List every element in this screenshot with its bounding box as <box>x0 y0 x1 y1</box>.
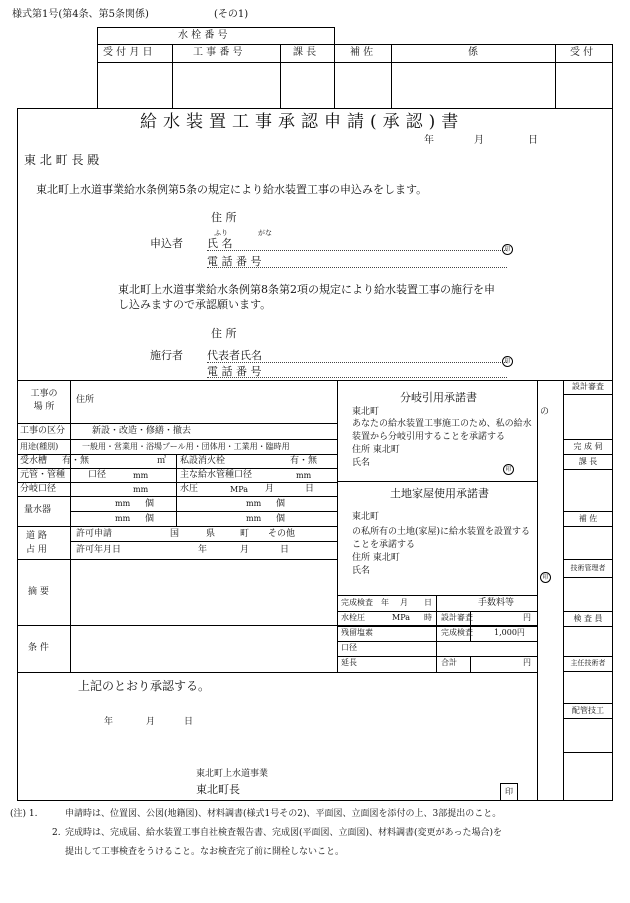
conditions-label: 条 件 <box>28 643 49 653</box>
permit-year: 年 <box>198 545 208 555</box>
contractor-name-label: 代表者氏名 <box>207 349 262 362</box>
branch-consent-no: の <box>540 407 550 417</box>
approval-org: 東北町上水道事業 <box>196 769 269 779</box>
complete-inspect-label: 完成検査 <box>341 598 373 607</box>
hydrant-number-label: 水 栓 番 号 <box>178 30 228 41</box>
contractor-address-label: 住 所 <box>211 327 237 340</box>
applicant-seal-mark: 印 <box>502 238 513 255</box>
work-category-value: 新設・改造・修繕・撤去 <box>92 426 192 436</box>
approval-day: 日 <box>184 717 194 727</box>
meter-piece-1: 個 <box>145 499 155 509</box>
total-yen: 円 <box>523 658 531 667</box>
complete-inspect-month: 月 <box>400 598 408 607</box>
length-label: 延長 <box>341 658 357 667</box>
branch-consent-line1: あなたの給水装置工事施工のため、私の給水 <box>352 419 532 429</box>
summary-label: 摘 要 <box>28 587 49 597</box>
main-pipe-size-mm: mm <box>296 471 312 480</box>
meter-piece-4: 個 <box>276 514 286 524</box>
form-part: (その1) <box>214 9 249 20</box>
branch-consent-address: 住所 東北町 <box>352 445 400 455</box>
tank-value: 有・無 <box>62 456 90 466</box>
meter-mm-1: mm <box>115 499 131 508</box>
tech-manager-signoff: 技術管理者 <box>570 564 606 572</box>
note-2-number: 2. <box>52 828 61 838</box>
meter-label: 量水器 <box>24 505 52 515</box>
complete-inspect-year: 年 <box>381 598 389 607</box>
inspector-signoff: 検 査 員 <box>573 614 603 623</box>
intro-text: 東北町上水道事業給水条例第5条の規定により給水装置工事の申込みをします。 <box>36 183 428 196</box>
meter-mm-2: mm <box>246 499 262 508</box>
branch-consent-town: 東北町 <box>352 407 380 417</box>
design-review-fee-label: 設計審査 <box>441 613 473 622</box>
meter-mm-4: mm <box>246 514 262 523</box>
private-hydrant-label: 私設消火栓 <box>180 456 226 466</box>
mayor-seal-box: 印 <box>500 783 518 801</box>
permit-date-label: 許可年月日 <box>76 545 122 555</box>
approval-text: 上記のとおり承認する。 <box>78 679 211 693</box>
permit-town: 町 <box>240 529 250 539</box>
date-month: 月 <box>474 135 484 146</box>
tap-pressure-unit: MPa <box>392 613 410 622</box>
private-hydrant-value: 有・無 <box>290 456 318 466</box>
permit-day: 日 <box>280 545 290 555</box>
pressure-month: 月 <box>265 484 275 494</box>
permit-other: その他 <box>268 529 296 539</box>
chief-engineer-signoff: 主任技術者 <box>570 659 606 667</box>
received-date-label: 受 付 月 日 <box>103 47 153 58</box>
furigana-2: がな <box>258 229 272 237</box>
assistant-signoff: 補 佐 <box>578 514 598 523</box>
main-pipe-label: 元管・管種 <box>20 470 66 480</box>
road-label-1: 道 路 <box>26 531 47 541</box>
form-title: 給水装置工事承認申請(承認)書 <box>140 112 465 132</box>
branch-consent-seal: 印 <box>503 458 514 475</box>
land-consent-address: 住所 東北町 <box>352 553 400 563</box>
total-label: 合計 <box>441 658 457 667</box>
approval-mayor: 東北町長 <box>196 783 240 796</box>
branch-mm: mm <box>133 485 149 494</box>
design-review-yen: 円 <box>523 613 531 622</box>
clause2-line2: し込みますので承認願います。 <box>118 298 272 311</box>
addressee: 東 北 町 長 殿 <box>24 153 100 167</box>
applicant-address-label: 住 所 <box>211 211 237 224</box>
plumber-signoff: 配管技工 <box>572 706 604 715</box>
usage-label: 用途(種別) <box>20 442 59 451</box>
permit-national: 国 <box>170 529 180 539</box>
branch-consent-name: 氏名 <box>352 458 371 468</box>
applicant-name-label: 氏 名 <box>207 237 233 250</box>
tank-unit: ㎥ <box>157 456 167 466</box>
complete-inspect-day: 日 <box>424 598 432 607</box>
work-place-value: 住所 <box>76 395 95 405</box>
chief-label: 課 長 <box>293 47 317 58</box>
land-consent-line1: の私所有の土地(家屋)に給水装置を設置する <box>352 527 531 537</box>
furigana-1: ふり <box>214 229 228 237</box>
tap-pressure-time: 時 <box>424 613 432 622</box>
work-place-label-1: 工事の <box>30 389 58 399</box>
applicant-role-label: 申込者 <box>150 237 183 250</box>
permit-label: 許可申請 <box>76 529 113 539</box>
approval-year: 年 <box>104 717 114 727</box>
usage-value: 一般用・営業用・浴場プール用・団体用・工業用・臨時用 <box>82 442 290 451</box>
branch-consent-title: 分岐引用承諾書 <box>400 391 477 404</box>
chlorine-label: 残留塩素 <box>341 628 373 637</box>
assistant-label: 補 佐 <box>350 47 374 58</box>
contractor-role-label: 施行者 <box>150 349 183 362</box>
land-consent-seal: 印 <box>540 566 551 583</box>
meter-piece-3: 個 <box>145 514 155 524</box>
land-consent-name: 氏名 <box>352 566 371 576</box>
notes-prefix: (注) 1. <box>10 809 38 819</box>
work-place-label-2: 場 所 <box>33 402 55 412</box>
chief-signoff: 課 長 <box>578 457 598 466</box>
tank-label: 受水槽 <box>20 456 48 466</box>
meter-piece-2: 個 <box>276 499 286 509</box>
main-pipe-size-label: 主な給水管種口径 <box>180 470 253 480</box>
complete-inspect-fee: 1,000円 <box>494 628 525 637</box>
diameter-label: 口径 <box>341 643 357 652</box>
pressure-unit: MPa <box>230 485 248 494</box>
note-2-line2: 提出して工事検査をうけること。なお検査完了前に開栓しないこと。 <box>65 847 345 857</box>
fee-label: 手数料等 <box>478 598 515 608</box>
contractor-tel-label: 電 話 番 号 <box>207 365 262 378</box>
approval-month: 月 <box>146 717 156 727</box>
meter-mm-3: mm <box>115 514 131 523</box>
main-pipe-mm: mm <box>133 471 149 480</box>
permit-month: 月 <box>240 545 250 555</box>
completion-signoff: 完 成 伺 <box>573 442 603 451</box>
note-2-line1: 完成時は、完成届、給水装置工事自社検査報告書、完成図(平面図、立面図)、材料調書(変更があった場合)を <box>65 828 502 838</box>
note-1: 申請時は、位置図、公図(地籍図)、材料調書(様式1号その2)、平面図、立面図を添付の上、3部提出のこと。 <box>65 809 502 819</box>
permit-prefecture: 県 <box>206 529 216 539</box>
contractor-seal-mark: 印 <box>502 350 513 367</box>
work-category-label: 工事の区分 <box>20 426 66 436</box>
branch-diameter-label: 分岐口径 <box>20 484 57 494</box>
tap-pressure-label: 水栓圧 <box>341 613 365 622</box>
reception-label: 受 付 <box>570 47 594 58</box>
date-year: 年 <box>424 135 434 146</box>
work-number-label: 工 事 番 号 <box>193 47 243 58</box>
land-consent-line2: ことを承諾する <box>352 540 416 550</box>
road-label-2: 占 用 <box>26 545 47 555</box>
land-consent-title: 土地家屋使用承諾書 <box>390 487 489 500</box>
branch-consent-line2: 装置から分岐引用することを承諾する <box>352 432 506 442</box>
staff-label: 係 <box>468 47 478 58</box>
complete-inspect-fee-label: 完成検査 <box>441 628 473 637</box>
pressure-label: 水圧 <box>180 484 199 494</box>
date-day: 日 <box>528 135 538 146</box>
land-consent-town: 東北町 <box>352 512 380 522</box>
form-number: 様式第1号(第4条、第5条関係) <box>12 9 149 20</box>
clause2-line1: 東北町上水道事業給水条例第8条第2項の規定により給水装置工事の施行を申 <box>118 283 495 296</box>
applicant-tel-label: 電 話 番 号 <box>207 255 262 268</box>
main-pipe-diameter: 口径 <box>88 470 107 480</box>
design-review-signoff: 設計審査 <box>572 382 604 391</box>
pressure-day: 日 <box>305 484 315 494</box>
